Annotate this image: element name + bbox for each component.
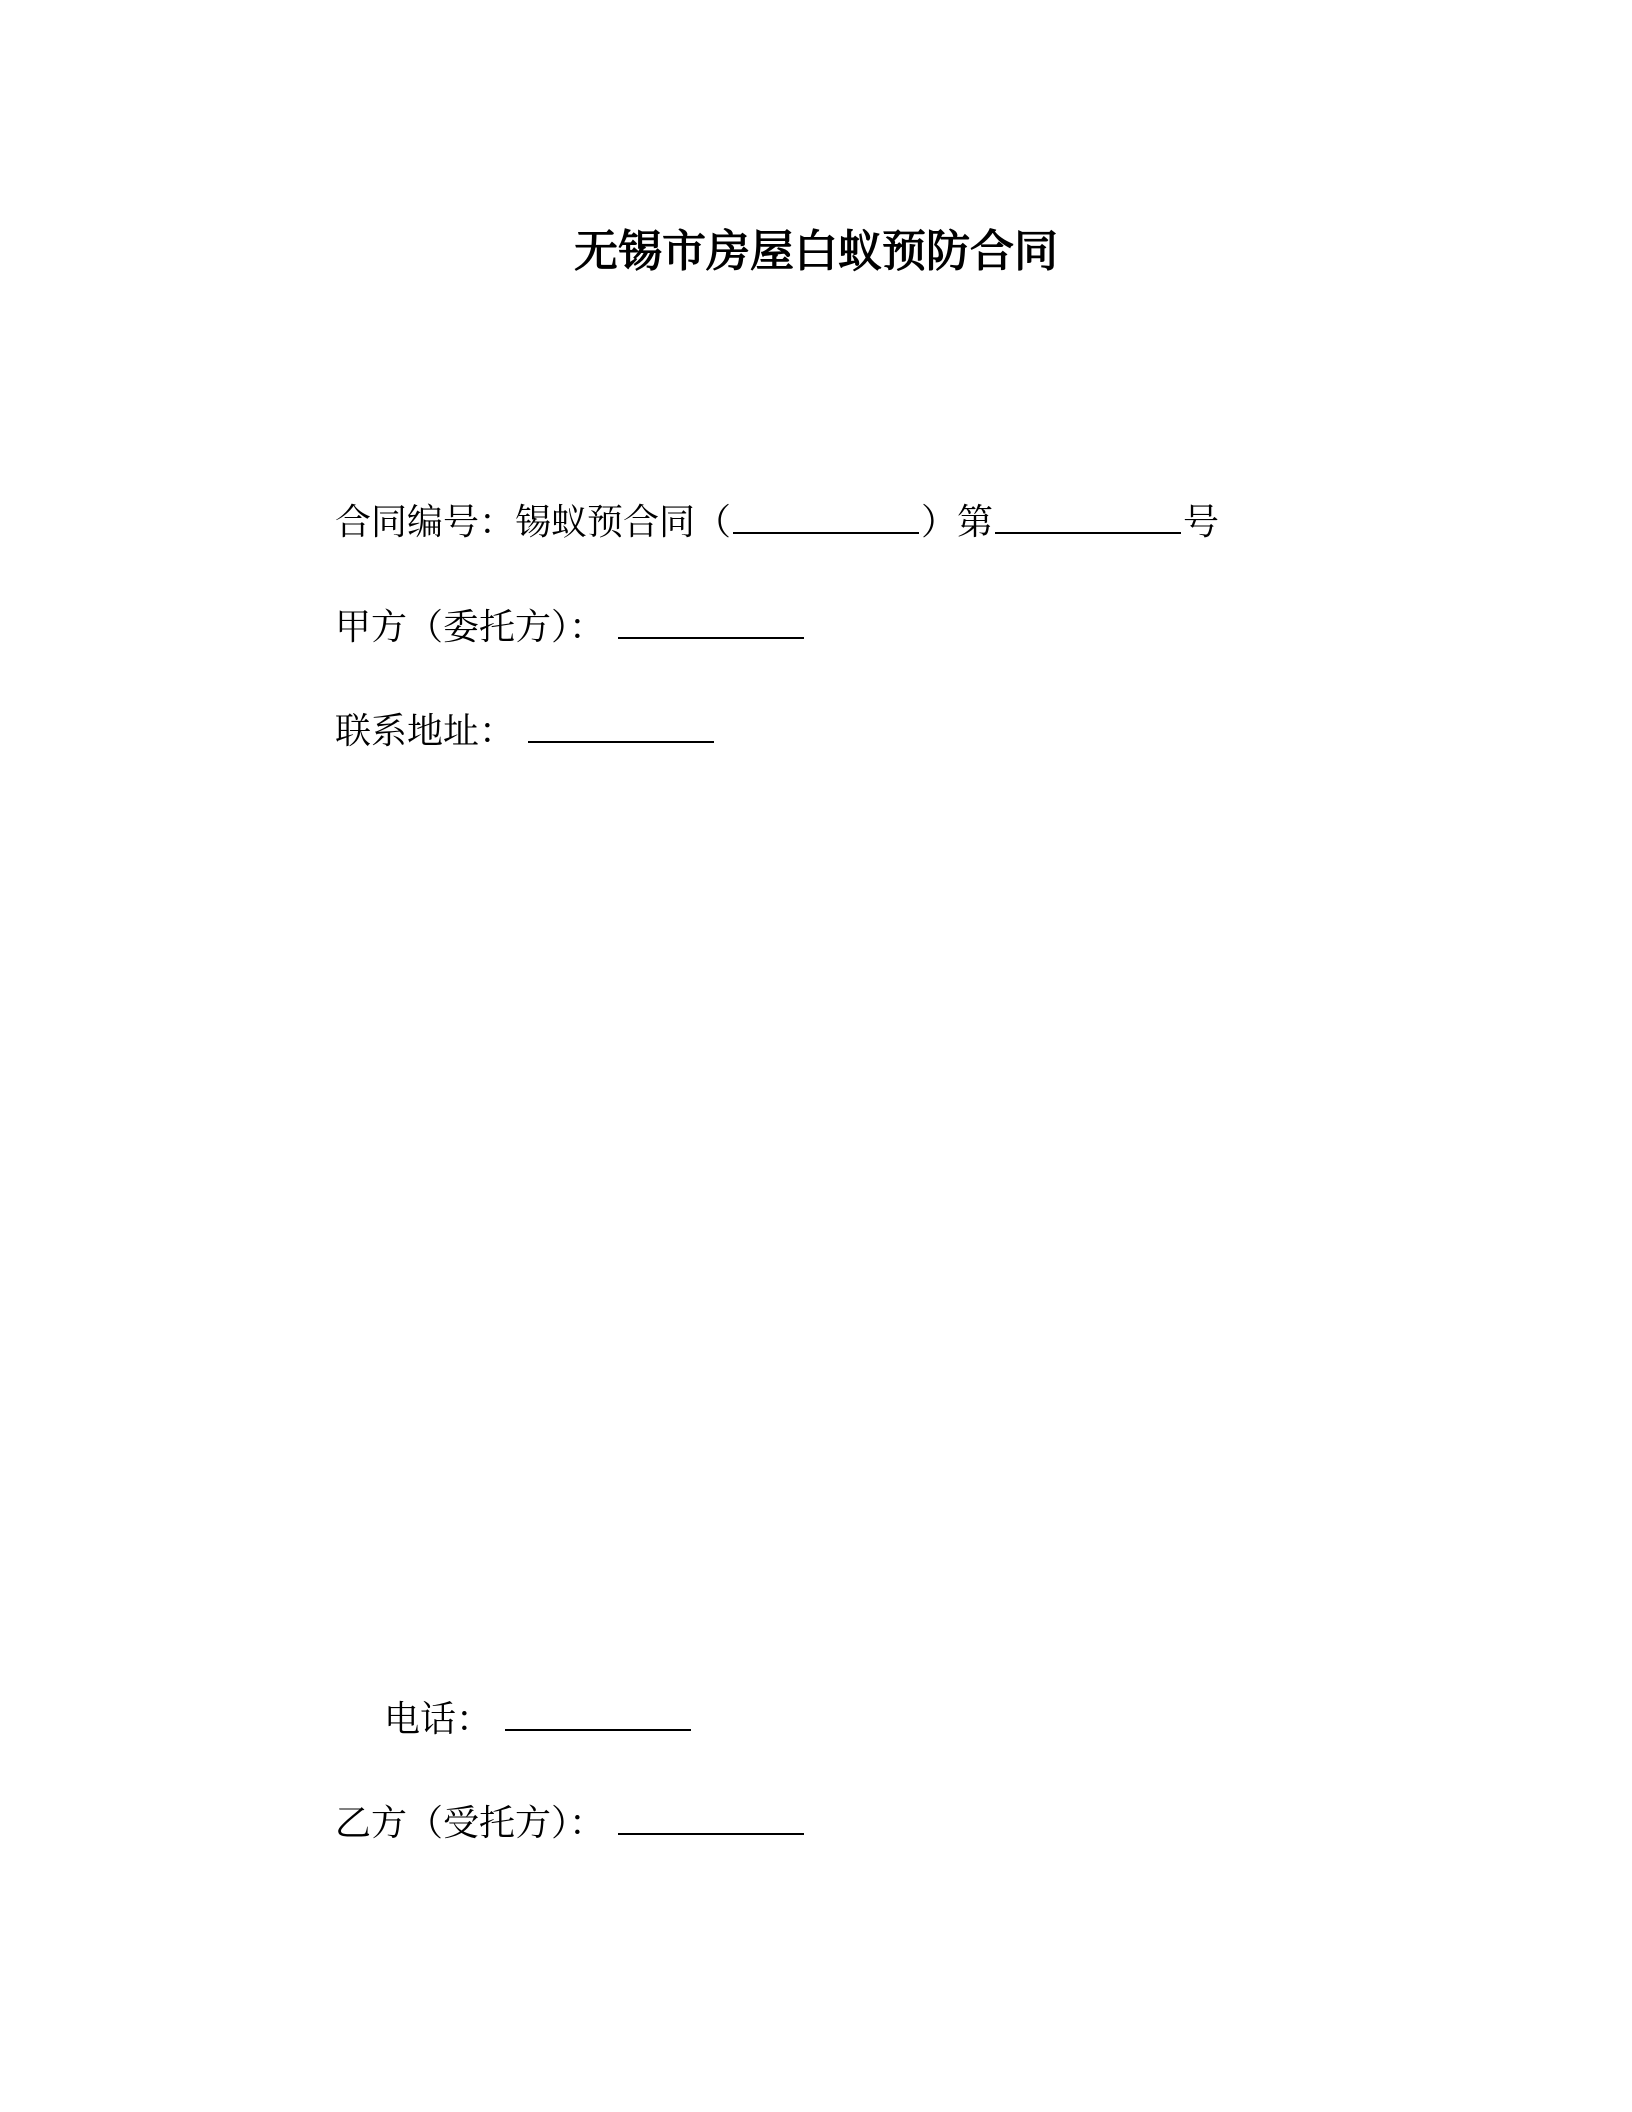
contract-serial-blank[interactable] (995, 496, 1181, 534)
contract-number-line (335, 496, 1219, 547)
phone-blank[interactable] (505, 1693, 691, 1731)
address-line (335, 705, 716, 756)
contract-number-label: 合同编号：锡蚁预合同（ (335, 502, 732, 543)
phone-label: 电话： (384, 1699, 493, 1740)
address-blank[interactable] (528, 705, 714, 743)
party-a-label: 甲方（委托方）： (335, 607, 606, 648)
contract-number-mid: ）第 (921, 502, 994, 543)
party-a-line (335, 601, 806, 652)
party-b-label: 乙方（受托方）： (335, 1803, 606, 1844)
document-title: 无锡市房屋白蚁预防合同 (574, 226, 1058, 277)
contract-number-suffix: 号 (1183, 502, 1220, 543)
party-b-line (335, 1797, 806, 1848)
party-a-blank[interactable] (618, 601, 804, 639)
phone-line (384, 1693, 693, 1744)
contract-year-blank[interactable] (733, 496, 919, 534)
address-label: 联系地址： (335, 711, 516, 752)
party-b-blank[interactable] (618, 1797, 804, 1835)
